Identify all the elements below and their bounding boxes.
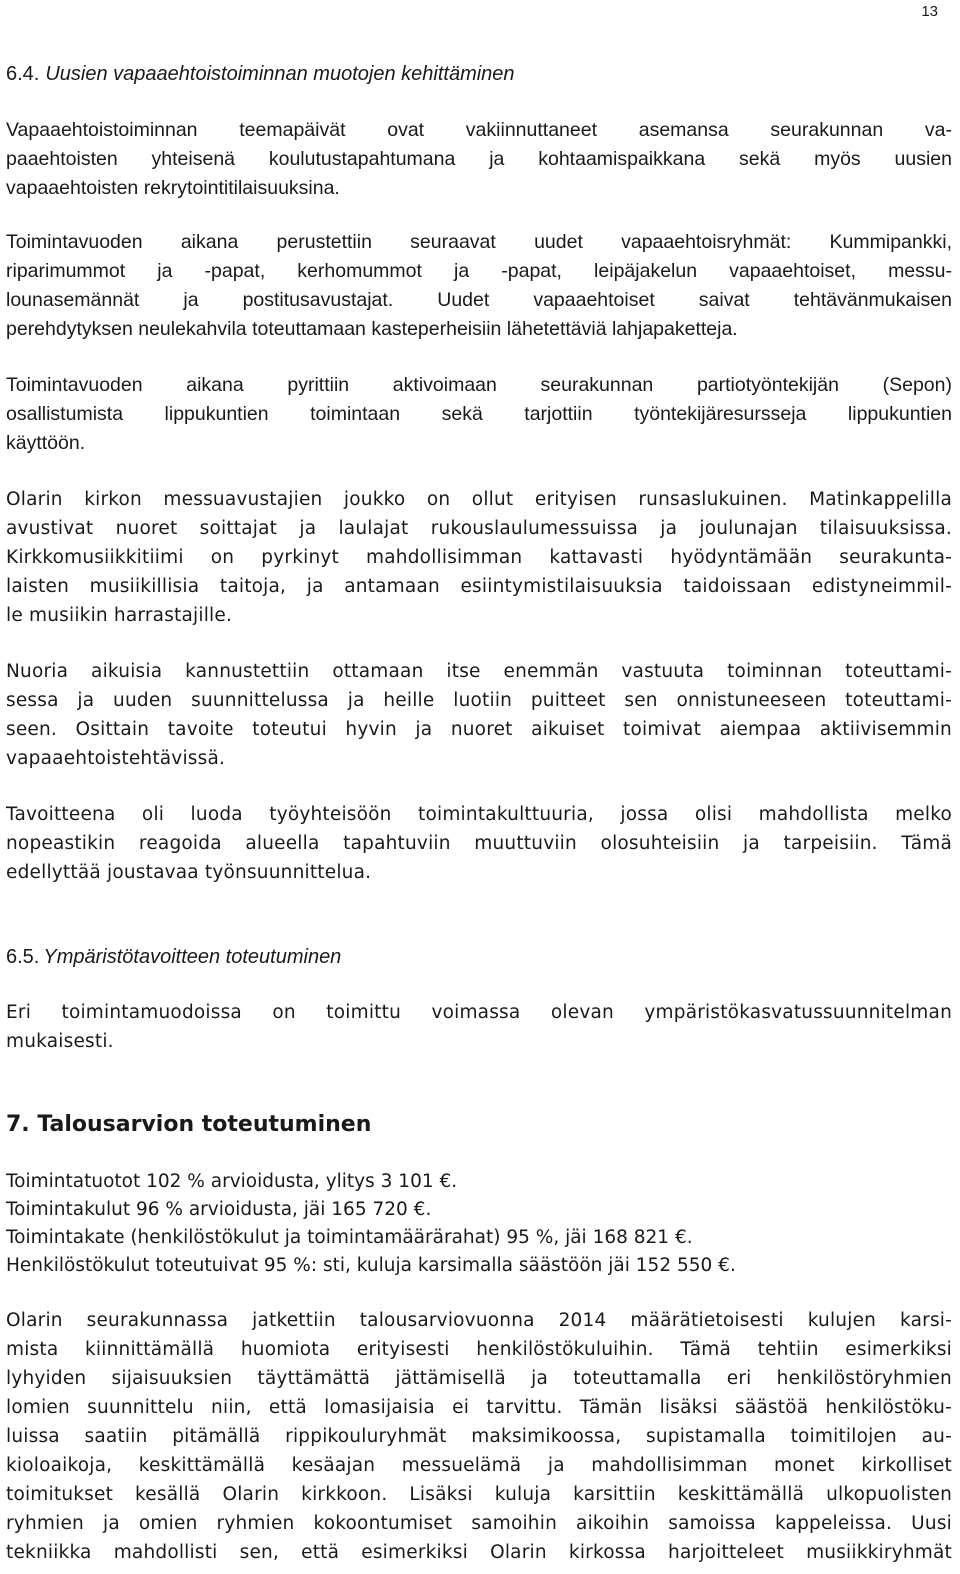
section-6-5-heading: [6, 943, 952, 971]
text-line: Nuoria aikuisia kannustettiin ottamaan itse enemmän vastuuta toiminnan toteuttami-: [6, 661, 952, 682]
text-line: lyhyiden sijaisuuksien täyttämättä jättämisellä ja toteuttamalla eri henkilöstöryhmien: [6, 1368, 952, 1389]
text-line: Kirkkomusiikkitiimi on pyrkinyt mahdollisimman kattavasti hyödyntämään seurakunta-: [6, 547, 952, 568]
text-line: ryhmien ja omien ryhmien kokoontumiset samoihin aikoihin samoissa kappeleissa. Uusi: [6, 1513, 952, 1534]
text-line: vapaaehtoistehtävissä.: [6, 748, 226, 769]
text-line: vapaaehtoisten rekrytointitilaisuuksina.: [6, 177, 340, 199]
text-line: tekniikka mahdollisti sen, että esimerkiksi Olarin kirkossa harjoitteleet musiikkiryhmät: [6, 1542, 952, 1563]
paragraph-ymparisto: [6, 998, 952, 1056]
text-line: seen. Osittain tavoite toteutui hyvin ja nuoret aikuiset toimivat aiempaa aktiivisemmin: [6, 719, 952, 740]
text-line: lounasemännät ja postitusavustajat. Uudet vapaaehtoiset saivat tehtävänmukaisen: [6, 289, 952, 311]
text-line: le musiikin harrastajille.: [6, 605, 233, 626]
page-content: [6, 60, 952, 1567]
page-number: 13: [921, 3, 938, 20]
text-line: sessa ja uuden suunnittelussa ja heille luotiin puitteet sen onnistuneeseen toteuttami-: [6, 690, 952, 711]
text-line: nopeastikin reagoida alueella tapahtuviin muuttuviin olosuhteisiin ja tarpeisiin. Tämä: [6, 833, 952, 854]
finance-summary: [6, 1168, 952, 1280]
text-line: toimitukset kesällä Olarin kirkkoon. Lisäksi kuluja karsittiin keskittämällä ulkopuolisten: [6, 1484, 952, 1505]
paragraph-nuoret-aikuiset: [6, 657, 952, 773]
text-line: käyttöön.: [6, 432, 86, 454]
finance-line-henkilostokulut: Henkilöstökulut toteutuivat 95 %: sti, kuluja karsimalla säästöön jäi 152 550 €.: [6, 1255, 736, 1276]
text-line: riparimummot ja -papat, kerhomummot ja -papat, leipäjakelun vapaaehtoiset, messu-: [6, 260, 952, 282]
text-line: lomien suunnittelu niin, että lomasijaisia ei tarvittu. Tämän lisäksi säästöä henkilöstöku-: [6, 1397, 952, 1418]
paragraph-messuavustajat: [6, 485, 952, 630]
paragraph-teemapaivat: [6, 116, 952, 203]
text-line: Tavoitteena oli luoda työyhteisöön toimintakulttuuria, jossa olisi mahdollista melko: [6, 804, 952, 825]
text-line: luissa saatiin pitämällä rippikouluryhmät maksimikoossa, supistamalla toimitilojen au-: [6, 1426, 952, 1447]
text-line: mukaisesti.: [6, 1031, 114, 1052]
text-line: laisten musiikillisia taitoja, ja antamaan esiintymistilaisuuksia taidoissaan edistyneimmil-: [6, 576, 952, 597]
text-line: Eri toimintamuodoissa on toimittu voimassa olevan ympäristökasvatussuunnitelman: [6, 1002, 952, 1023]
section-6-5-number: 6.5.: [6, 946, 40, 968]
text-line: osallistumista lippukuntien toimintaan sekä tarjottiin työntekijäresursseja lippukuntien: [6, 403, 952, 425]
text-line: Olarin kirkon messuavustajien joukko on ollut erityisen runsaslukuinen. Matinkappelilla: [6, 489, 952, 510]
text-line: avustivat nuoret soittajat ja laulajat rukouslaulumessuissa ja joulunajan tilaisuuksissa.: [6, 518, 952, 539]
section-6-4-heading: [6, 60, 952, 88]
section-6-5-title: Ympäristötavoitteen toteutuminen: [43, 946, 342, 968]
paragraph-vapaaehtoisryhmat: [6, 228, 952, 344]
section-7-heading: 7. Talousarvion toteutuminen: [6, 1112, 372, 1137]
text-line: Toimintavuoden aikana perustettiin seuraavat uudet vapaaehtoisryhmät: Kummipankki,: [6, 231, 952, 253]
finance-line-toimintatuotot: Toimintatuotot 102 % arvioidusta, ylitys 3 101 €.: [6, 1171, 458, 1192]
text-line: Olarin seurakunnassa jatkettiin talousarviovuonna 2014 määrätietoisesti kulujen karsi-: [6, 1310, 952, 1331]
paragraph-partio: [6, 371, 952, 458]
section-6-4-number: 6.4.: [6, 63, 40, 85]
finance-line-toimintakate: Toimintakate (henkilöstökulut ja toimintamäärärahat) 95 %, jäi 168 821 €.: [6, 1227, 693, 1248]
text-line: perehdytyksen neulekahvila toteuttamaan kasteperheisiin lähetettäviä lahjapaketteja.: [6, 318, 738, 340]
finance-line-toimintakulut: Toimintakulut 96 % arvioidusta, jäi 165 720 €.: [6, 1199, 432, 1220]
text-line: mista kiinnittämällä huomiota erityisesti henkilöstökuluihin. Tämä tehtiin esimerkiksi: [6, 1339, 952, 1360]
text-line: edellyttää joustavaa työnsuunnittelua.: [6, 862, 372, 883]
text-line: kioloaikoja, keskittämällä kesäajan messuelämä ja mahdollisimman monet kirkolliset: [6, 1455, 952, 1476]
paragraph-toimintakulttuuri: [6, 800, 952, 887]
paragraph-talousarvio: [6, 1306, 952, 1567]
section-6-4-title: Uusien vapaaehtoistoiminnan muotojen kehittäminen: [45, 63, 515, 85]
text-line: Vapaaehtoistoiminnan teemapäivät ovat vakiinnuttaneet asemansa seurakunnan va-: [6, 119, 952, 141]
text-line: paaehtoisten yhteisenä koulutustapahtumana ja kohtaamispaikkana sekä myös uusien: [6, 148, 952, 170]
text-line: Toimintavuoden aikana pyrittiin aktivoimaan seurakunnan partiotyöntekijän (Sepon): [6, 374, 952, 396]
